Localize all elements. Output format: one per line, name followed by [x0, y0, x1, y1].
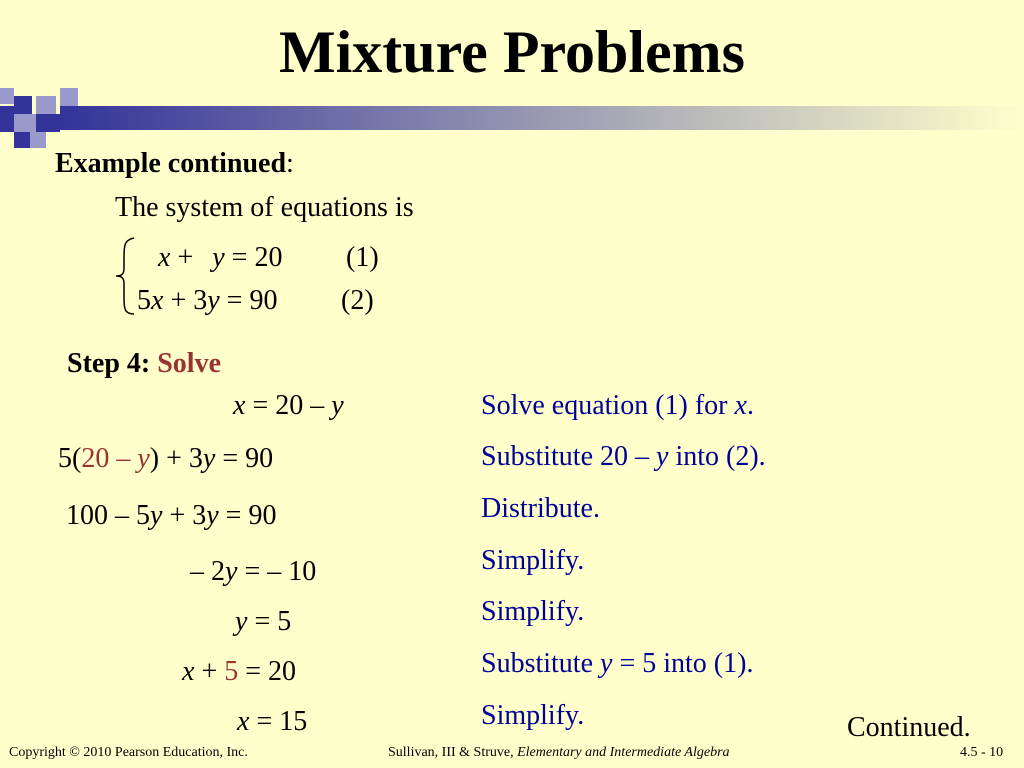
explanation-6: Substitute y = 5 into (1).: [481, 648, 754, 679]
equation-2-number: (2): [341, 285, 374, 316]
step-heading: Step 4: Solve: [67, 348, 222, 379]
intro-text: The system of equations is: [115, 192, 414, 223]
system-equation-1: x + y = 20: [158, 242, 283, 273]
explanation-7: Simplify.: [481, 700, 585, 731]
equation-1-number: (1): [346, 242, 379, 273]
explanation-4: Simplify.: [481, 545, 585, 576]
example-heading: Example continued:: [55, 148, 294, 179]
continued-note: Continued.: [847, 712, 971, 743]
work-line-2: 5(20 – y) + 3y = 90: [58, 443, 274, 474]
explanation-5: Simplify.: [481, 596, 585, 627]
work-line-1: x = 20 – y: [233, 390, 344, 421]
work-line-3: 100 – 5y + 3y = 90: [66, 500, 277, 531]
work-line-7: x = 15: [237, 706, 308, 737]
footer-copyright: Copyright © 2010 Pearson Education, Inc.: [9, 745, 248, 760]
footer-citation: Sullivan, III & Struve, Elementary and Intermediate Algebra: [388, 745, 730, 760]
explanation-3: Distribute.: [481, 493, 600, 524]
footer-page-number: 4.5 - 10: [960, 745, 1004, 760]
left-brace-icon: [112, 236, 140, 316]
slide-title: Mixture Problems: [278, 19, 746, 85]
explanation-2: Substitute 20 – y into (2).: [481, 441, 766, 472]
work-line-5: y = 5: [235, 606, 292, 637]
title-underline-bar: [0, 88, 1024, 150]
explanation-1: Solve equation (1) for x.: [481, 390, 754, 421]
system-equation-2: 5x + 3y = 90: [137, 285, 278, 316]
work-line-4: – 2y = – 10: [190, 556, 317, 587]
work-line-6: x + 5 = 20: [182, 656, 297, 687]
